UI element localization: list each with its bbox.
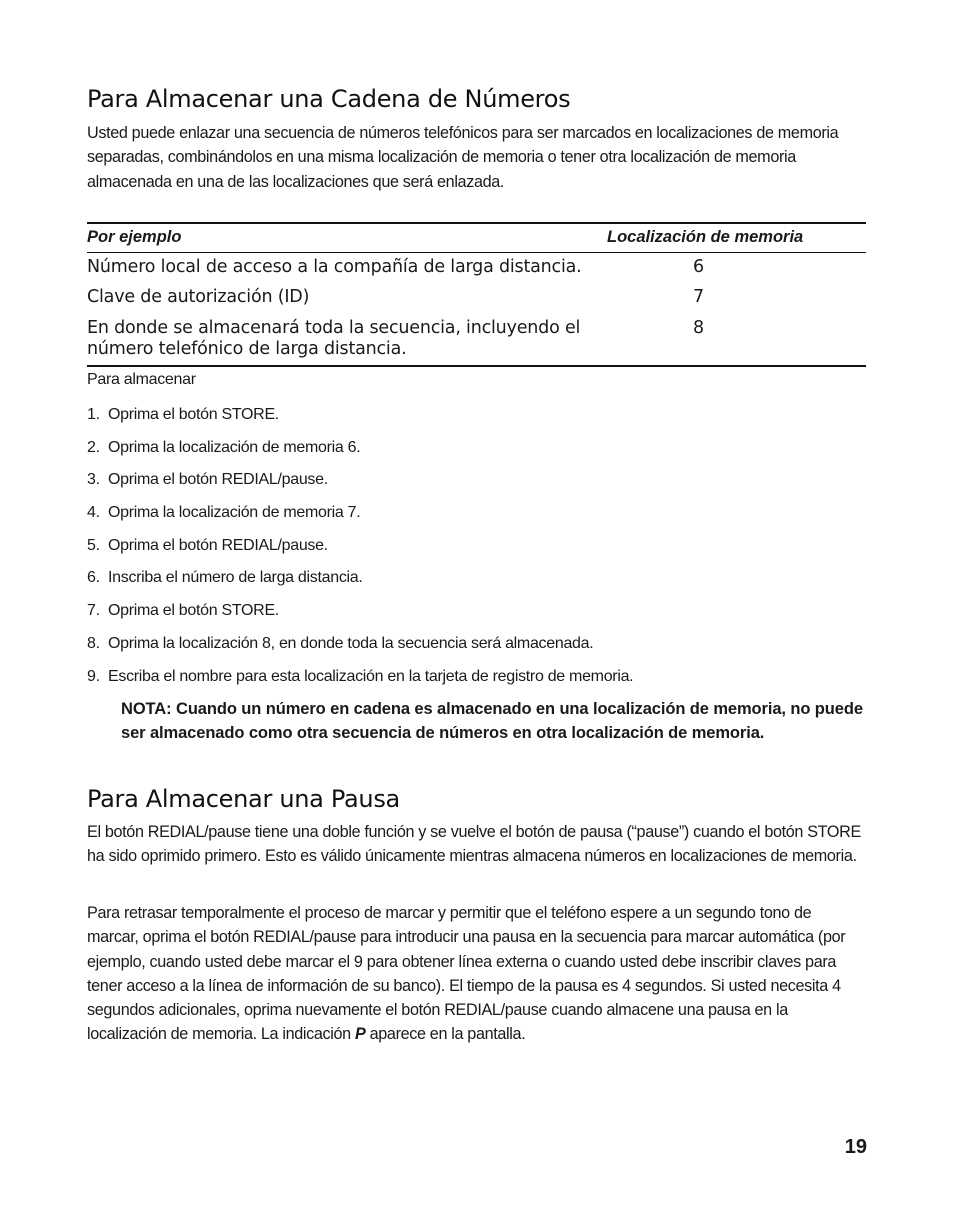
pause-paragraph-1: El botón REDIAL/pause tiene una doble función y se vuelve el botón de pausa (“pause”) cuando el botón STORE ha sido oprimido primero. Esto es válido únicamente mientras almacena números en localizaciones de memoria. [87, 823, 861, 866]
list-item [87, 437, 866, 470]
section-title-pause: Para Almacenar una Pausa [87, 785, 400, 813]
list-item [87, 404, 866, 437]
section-title-chain: Para Almacenar una Cadena de Números [87, 85, 571, 113]
list-item [87, 502, 866, 535]
pause-indicator-glyph: P [355, 1025, 366, 1044]
list-item [87, 666, 866, 699]
list-item [87, 535, 866, 568]
step-number: 3. [87, 471, 100, 489]
step-text: Oprima el botón REDIAL/pause. [108, 471, 328, 489]
table-row-location: 8 [693, 318, 705, 338]
step-text: Oprima el botón STORE. [108, 406, 279, 423]
step-number: 8. [87, 634, 100, 652]
table-row-location: 7 [693, 287, 705, 307]
table-top-rule [87, 222, 866, 224]
step-number: 9. [87, 667, 100, 685]
table-bottom-rule [87, 365, 866, 367]
table-row-location: 6 [693, 257, 705, 277]
table-header-example: Por ejemplo [87, 228, 182, 246]
table-row-desc: Número local de acceso a la compañía de larga distancia. [87, 257, 582, 277]
step-number: 4. [87, 504, 100, 522]
pause-paragraph-2-start: Para retrasar temporalmente el proceso de marcar y permitir que el teléfono espere a un segundo tono de marcar, oprima el botón REDIAL/pause para introducir una pausa en la secuencia para marcar automática (por ejemplo, cuando usted debe marcar el 9 para obtener línea externa o cuando usted debe inscribir claves para tener acceso a la línea de información de su banco). El tiempo de la pausa es 4 segundos. Si usted necesita 4 segundos adicionales, oprima nuevamente el botón REDIAL/pause cuando almacene una pausa en la localización de memoria. La indicación [87, 904, 846, 1044]
step-text: Oprima la localización 8, en donde toda la secuencia será almacenada. [108, 634, 594, 652]
store-steps-list [87, 404, 866, 698]
list-item [87, 469, 866, 502]
step-text: Oprima la localización de memoria 7. [108, 504, 361, 522]
list-item [87, 567, 866, 600]
table-header-rule [87, 252, 866, 253]
table-row-desc: Clave de autorización (ID) [87, 287, 310, 307]
step-text: Escriba el nombre para esta localización en la tarjeta de registro de memoria. [108, 667, 634, 685]
step-number: 2. [87, 438, 100, 456]
step-number: 5. [87, 536, 100, 554]
table-header-location: Localización de memoria [607, 228, 804, 246]
store-heading: Para almacenar [87, 371, 196, 388]
list-item [87, 600, 866, 633]
step-text: Oprima la localización de memoria 6. [108, 438, 361, 456]
page-number: 19 [844, 1136, 867, 1158]
pause-paragraph-2 [87, 901, 866, 1047]
step-number: 1. [87, 406, 100, 423]
step-number: 6. [87, 569, 100, 587]
chain-intro-paragraph: Usted puede enlazar una secuencia de números telefónicos para ser marcados en localizaciones de memoria separadas, combinándolos en una misma localización de memoria o tener otra localización de memoria almacenada en una de las localizaciones que será enlazada. [87, 124, 839, 191]
step-text: Oprima el botón REDIAL/pause. [108, 536, 328, 554]
list-item [87, 633, 866, 666]
step-text: Inscriba el número de larga distancia. [108, 569, 363, 587]
step-number: 7. [87, 602, 100, 620]
pause-paragraph-2-end: aparece en la pantalla. [369, 1025, 526, 1044]
step-text: Oprima el botón STORE. [108, 602, 279, 620]
note-text: NOTA: Cuando un número en cadena es almacenado en una localización de memoria, no puede ser almacenado como otra secuencia de números en otra localización de memoria. [121, 700, 863, 742]
table-row-desc: En donde se almacenará toda la secuencia, incluyendo el número telefónico de larga distancia. [87, 318, 581, 359]
